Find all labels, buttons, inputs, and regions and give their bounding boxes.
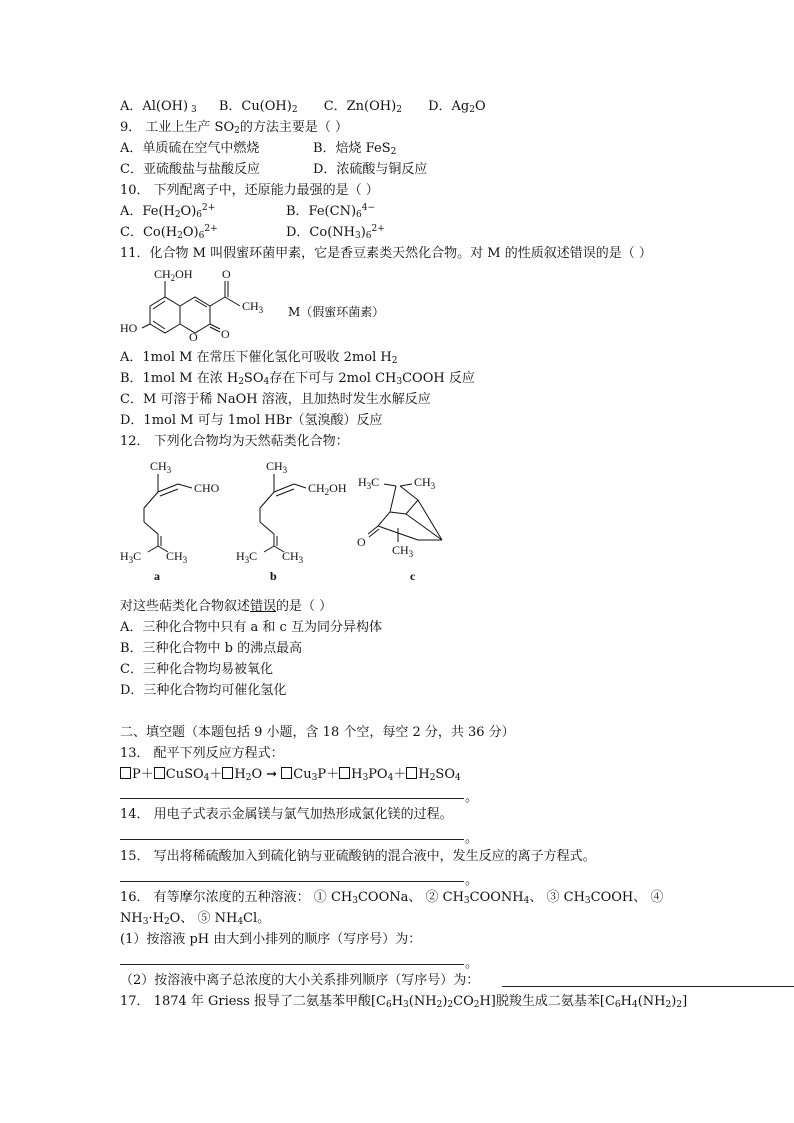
q12-option-b: B．三种化合物中 b 的沸点最高 bbox=[120, 641, 303, 656]
q10-option-a: A．$Fe(H_2O)_6^{2+}$ bbox=[120, 203, 216, 220]
svg-text:HO: HO bbox=[120, 321, 138, 335]
q10-stem: 10． 下列配离子中，还原能力最强的是（ ） bbox=[120, 183, 379, 198]
q14-answer-line[interactable] bbox=[120, 839, 464, 840]
q14-stem: 14． 用电子式表示金属镁与氯气加热形成氯化镁的过程。 bbox=[120, 807, 453, 822]
q16-sub1-period: 。 bbox=[465, 956, 479, 971]
q15-period: 。 bbox=[465, 873, 479, 888]
q11-option-a: A．1mol M 在常压下催化氢化可吸收 2mol $H_2$ bbox=[120, 350, 398, 366]
q11-option-d: D．1mol M 可与 1mol HBr（氢溴酸）反应 bbox=[120, 413, 383, 428]
q16-sub1: (1）按溶液 pH 由大到小排列的顺序（写序号）为： bbox=[120, 932, 422, 947]
q14-period: 。 bbox=[465, 831, 479, 846]
q10-option-d: D．$Co(NH_3)_6^{2+}$ bbox=[286, 224, 385, 241]
q10-option-b: B．$Fe(CN)_6^{4-}$ bbox=[286, 203, 376, 220]
q9-option-d: D．浓硫酸与铜反应 bbox=[313, 162, 428, 177]
compound-m-structure bbox=[120, 266, 290, 344]
label-c: c bbox=[410, 569, 416, 583]
q11-option-c: C．M 可溶于稀 NaOH 溶液，且加热时发生水解反应 bbox=[120, 392, 431, 407]
q12-option-d: D．三种化合物均可催化氢化 bbox=[120, 683, 287, 698]
svg-text:CH3: $CH_3$ bbox=[266, 459, 288, 475]
q12-stem: 12． 下列化合物均为天然萜类化合物： bbox=[120, 434, 349, 449]
q12-option-c: C．三种化合物均易被氧化 bbox=[120, 662, 273, 677]
svg-text:CH3: $CH_3$ bbox=[392, 543, 414, 559]
svg-text:CH3: $CH_3$ bbox=[414, 475, 436, 491]
svg-text:CH3: $CH_3$ bbox=[242, 299, 264, 315]
svg-text:CH2OH: $CH_2OH$ bbox=[154, 267, 193, 283]
compound-m-label: M（假蜜环菌素） bbox=[288, 305, 385, 319]
q13-answer-line[interactable] bbox=[120, 798, 464, 799]
q16-stem-cont: $NH_3\cdot H_2O$、 ⑤ $NH_4Cl$。 bbox=[120, 911, 271, 927]
q16-stem: 16． 有等摩尔浓度的五种溶液： ① $CH_3COONa$、 ② $CH_3COONH_4$、 ③ $CH_3COOH$、 ④ bbox=[120, 890, 664, 906]
q11-stem: 11．化合物 M 叫假蜜环菌甲素，它是香豆素类天然化合物。对 M 的性质叙述错误的是（ ） bbox=[120, 246, 652, 261]
label-a: a bbox=[154, 569, 160, 583]
terpene-structures bbox=[120, 456, 470, 586]
svg-text:H3C: $H_3C$ bbox=[358, 475, 380, 491]
label-b: b bbox=[270, 569, 277, 583]
section-2-title: 二、填空题（本题包括 9 小题，含 18 个空，每空 2 分，共 36 分） bbox=[120, 725, 515, 740]
q16-sub2: （2）按溶液中离子总浓度的大小关系排列顺序（写序号）为： bbox=[120, 973, 480, 988]
svg-text:CH3: $CH_3$ bbox=[282, 549, 304, 565]
svg-text:CH2OH: $CH_2OH$ bbox=[308, 481, 347, 497]
svg-text:O: O bbox=[357, 535, 366, 549]
q12-question: 对这些萜类化合物叙述错误的是（ ） bbox=[120, 599, 333, 614]
q13-stem: 13． 配平下列反应方程式： bbox=[120, 746, 284, 761]
q10-option-c: C．$Co(H_2O)_6^{2+}$ bbox=[120, 224, 218, 241]
svg-text:H3C: $H_3C$ bbox=[236, 549, 258, 565]
q9-option-a: A．单质硫在空气中燃烧 bbox=[120, 141, 260, 156]
q9-stem: 9． 工业上生产 $SO_2$的方法主要是（ ） bbox=[120, 120, 348, 136]
svg-text:H3C: $H_3C$ bbox=[120, 549, 142, 565]
q9-option-c: C．亚硫酸盐与盐酸反应 bbox=[120, 162, 260, 177]
svg-text:CHO: CHO bbox=[194, 481, 220, 495]
svg-text:CH3: $CH_3$ bbox=[150, 459, 172, 475]
q8-options: A．Al(OH) $_3$ B．$Cu(OH)_2$ C．$Zn(OH)_2$ D．$Ag_2O$ bbox=[120, 99, 486, 115]
q13-equation: P＋ CuSO$_4$＋ $H_2O$ ➞ $Cu_3P+ H_3PO_4+ H_2SO_4$ bbox=[120, 767, 461, 783]
svg-text:O: O bbox=[221, 327, 230, 341]
q16-sub2-answer-line[interactable] bbox=[502, 986, 794, 987]
q17-stem: 17． 1874 年 Griess 报导了二氨基苯甲酸$[C_6H_3(NH_2)_2CO_2H]$脱羧生成二氨基苯$[C_6H_4(NH_2)_2]$ bbox=[120, 994, 688, 1010]
q16-sub1-answer-line[interactable] bbox=[120, 964, 464, 965]
svg-text:CH3: $CH_3$ bbox=[166, 549, 188, 565]
svg-text:O: O bbox=[222, 267, 231, 281]
q11-option-b: B．1mol M 在浓 $H_2SO_4$存在下可与 2mol $CH_3COOH$ 反应 bbox=[120, 371, 475, 387]
q13-period: 。 bbox=[465, 790, 479, 805]
q15-stem: 15． 写出将稀硫酸加入到硫化钠与亚硫酸钠的混合液中，发生反应的离子方程式。 bbox=[120, 849, 596, 864]
q9-option-b: B．焙烧 FeS$_2$ bbox=[313, 141, 397, 157]
svg-text:O: O bbox=[189, 330, 198, 344]
q12-option-a: A．三种化合物中只有 a 和 c 互为同分异构体 bbox=[120, 620, 382, 635]
q15-answer-line[interactable] bbox=[120, 881, 464, 882]
